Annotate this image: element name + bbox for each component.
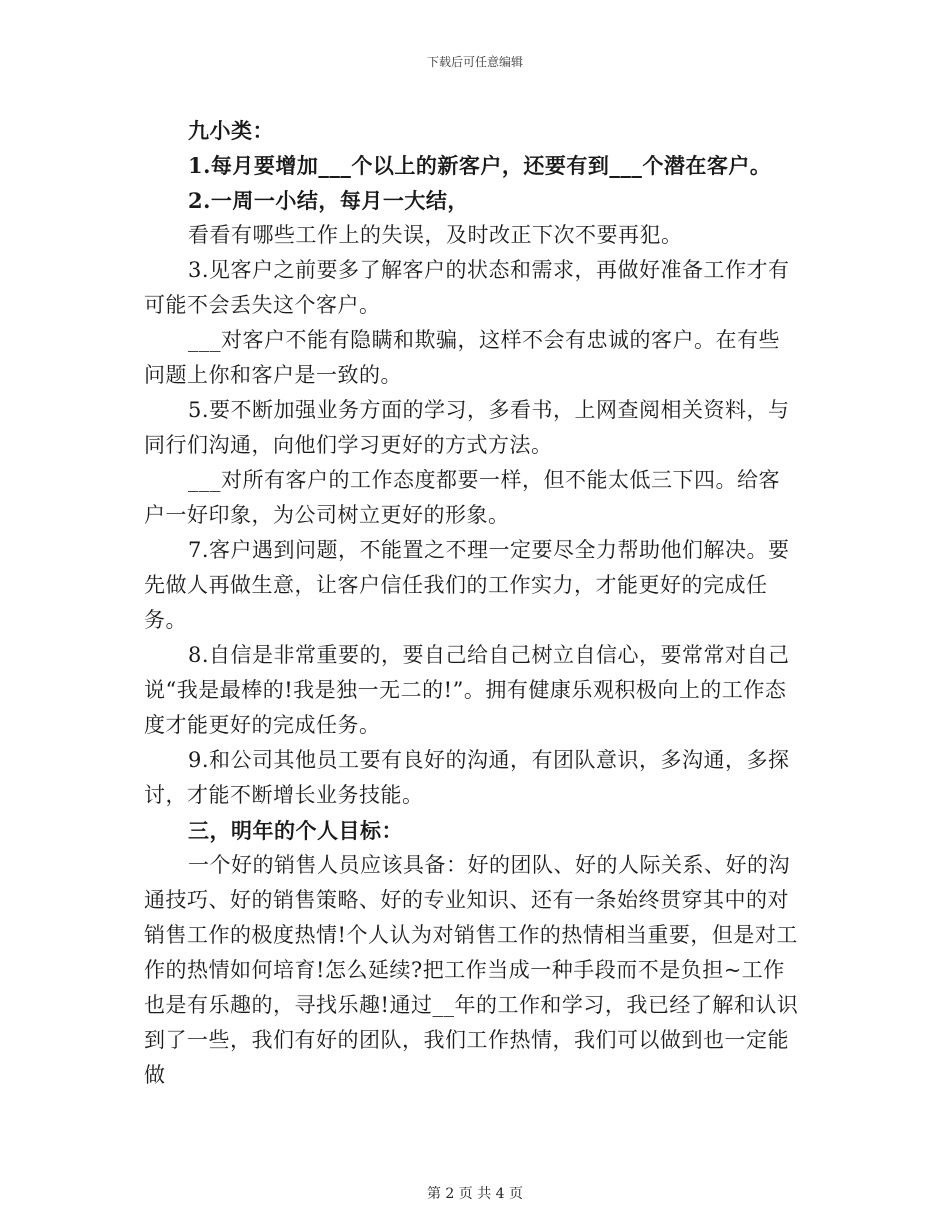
section-heading: 九小类： [188, 118, 274, 143]
page-footer: 第 2 页 共 4 页 [426, 1186, 524, 1202]
paragraph-item-5: 5.要不断加强业务方面的学习，多看书，上网查阅相关资料，与同行们沟通，向他们学习更好的方式方法。 [144, 398, 790, 457]
paragraph-item-8: 8.自信是非常重要的，要自己给自己树立自信心，要常常对自己说“我是最棒的!我是独一无二的!”。拥有健康乐观积极向上的工作态度才能更好的完成任务。 [144, 643, 790, 737]
page-header: 下载后可任意编辑 [426, 55, 523, 69]
paragraph-item-2-detail: 看看有哪些工作上的失误，及时改正下次不要再犯。 [188, 223, 683, 247]
paragraph-item-7: 7.客户遇到问题，不能置之不理一定要尽全力帮助他们解决。要先做人再做生意，让客户信任我们的工作实力，才能更好的完成任务。 [144, 538, 790, 632]
section-heading-goals: 三，明年的个人目标： [188, 818, 403, 843]
paragraph-item-4: ___对客户不能有隐瞒和欺骗，这样不会有忠诚的客户。在有些问题上你和客户是一致的。 [144, 328, 780, 387]
paragraph-goals-body: 一个好的销售人员应该具备：好的团队、好的人际关系、好的沟通技巧、好的销售策略、好的专业知识、还有一条始终贯穿其中的对销售工作的极度热情!个人认为对销售工作的热情相当重要，但是对工作的热情如何培育!怎么延续?把工作当成一种手段而不是负担~工作也是有乐趣的，寻找乐趣!通过__年的工作和学习，我已经了解和认识到了一些，我们有好的团队，我们工作热情，我们可以做到也一定能做 [144, 853, 799, 1087]
paragraph-item-1: 1.每月要增加___个以上的新客户，还要有到___个潜在客户。 [188, 153, 772, 178]
paragraph-item-2: 2.一周一小结，每月一大结， [188, 188, 469, 213]
document-body [144, 113, 800, 1093]
paragraph-item-9: 9.和公司其他员工要有良好的沟通，有团队意识，多沟通，多探讨，才能不断增长业务技能。 [144, 748, 790, 807]
paragraph-item-6: ___对所有客户的工作态度都要一样，但不能太低三下四。给客户一好印象，为公司树立更好的形象。 [144, 468, 780, 527]
paragraph-item-3: 3.见客户之前要多了解客户的状态和需求，再做好准备工作才有可能不会丢失这个客户。 [144, 258, 790, 317]
